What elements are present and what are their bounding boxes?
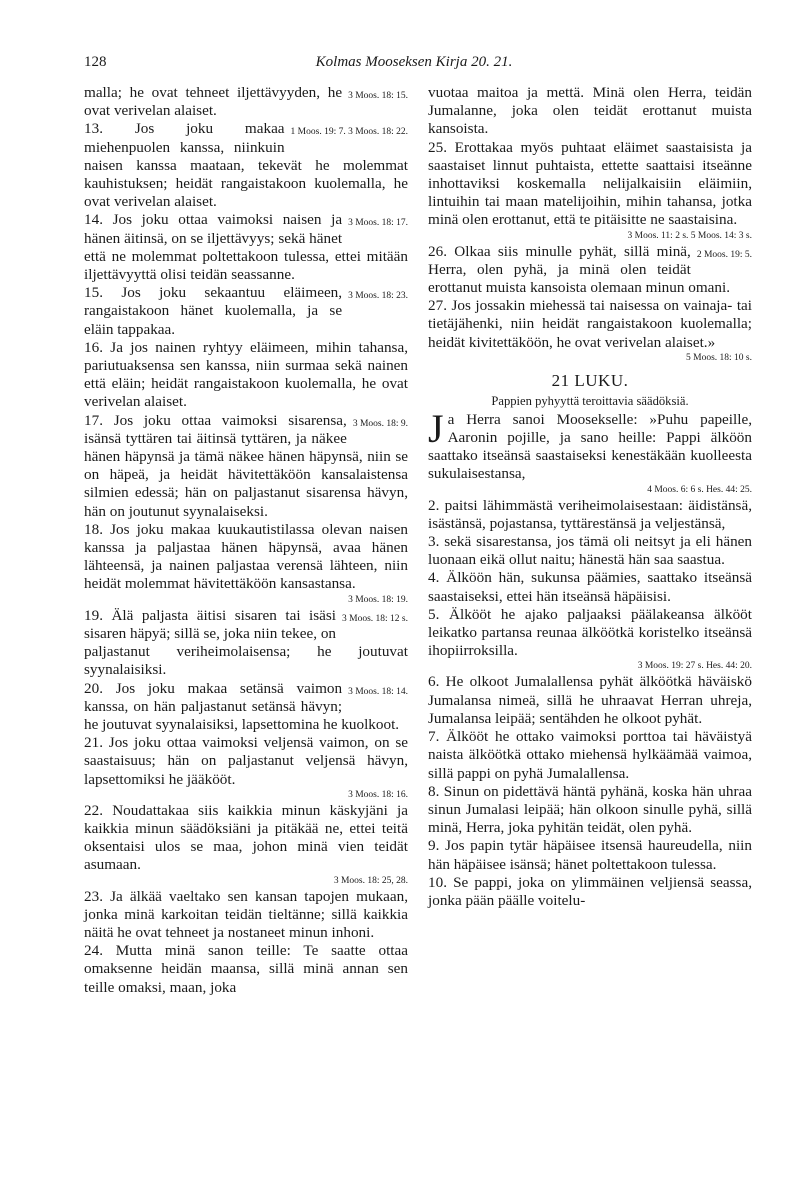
page-number: 128: [84, 54, 107, 70]
verse-paragraph: 3 Moos. 18: 15. malla; he ovat tehneet iljettävyyden, he ovat verivelan alaiset.: [84, 84, 408, 120]
chapter-opening: Ja Herra sanoi Moosekselle: »Puhu papeille, Aaronin pojille, ja sano heille: Pappi älköön saattako itseänsä saastaiseksi kenestäkään kuolleesta sukulaisestansa,: [428, 405, 752, 483]
verse-paragraph: 3. sekä sisarestansa, jos tämä oli neitsyt ja eli hänen luonaan eikä ollut naitu; hänestä hän saa saastua.: [428, 533, 752, 569]
chapter-title: 21 LUKU.: [551, 370, 629, 390]
verse-paragraph: 24. Mutta minä sanon teille: Te saatte ottaa omaksenne heidän maansa, sillä minä annan sen teille omaksi, maan, joka: [84, 942, 408, 996]
running-title: Kolmas Mooseksen Kirja 20. 21.: [315, 54, 513, 70]
verse-paragraph: 3 Moos. 18: 23. 15. Jos joku sekaantuu eläimeen, rangaistakoon hänet kuolemalla, ja se eläin tappakaa.: [84, 284, 408, 338]
verse-paragraph: 27. Jos jossakin miehessä tai naisessa on vainaja- tai tietäjähenki, niin heidät rangaistakoon kuolemalla; heidät kivitettäköön, he ovat verivelan alaiset.»: [428, 297, 752, 351]
right-column: [428, 84, 752, 910]
verse-paragraph: 10. Se pappi, joka on ylimmäinen veljiensä seassa, jonka pään päälle voitelu-: [428, 873, 752, 909]
cross-reference: 3 Moos. 18: 16.: [348, 789, 408, 800]
verse-paragraph: 7. Älkööt he ottako vaimoksi porttoa tai häväistyä naista älköötkä ottako miehensä hylkäämää vaimoa, sillä pappi on pyhä Jumalallensa.: [428, 728, 752, 782]
verse-paragraph: 1 Moos. 19: 7. 3 Moos. 18: 22. 13. Jos joku makaa miehenpuolen kanssa, niinkuin naisen kanssa maataan, tekevät he molemmat kauhistuksen; heidät rangaistakoon kuolemalla, he ovat verivelan alaiset.: [84, 120, 408, 211]
verse-paragraph: 4. Älköön hän, sukunsa päämies, saattako itseänsä saastaiseksi, ettei hän itseänsä häpäisisi.: [428, 569, 752, 605]
verse-paragraph: 5. Älkööt he ajako paljaaksi päälakeansa älkööt leikatko partansa reunaa älköötkä koristelko itseänsä ihopiirroksilla.: [428, 605, 752, 660]
cross-reference: 3 Moos. 19: 27 s. Hes. 44: 20.: [637, 661, 752, 672]
verse-paragraph: 22. Noudattakaa siis kaikkia minun käskyjäni ja kaikkia minun säädöksiäni ja pitäkää ne, ettei teitä oksentaisi ulos se maa, johon minä vien teidät asumaan.: [84, 801, 408, 874]
verse-paragraph: 6. He olkoot Jumalallensa pyhät älköötkä häväiskö Jumalansa nimeä, sillä he uhraavat Herran uhreja, Jumalansa leipää; sentähden he olkoot pyhät.: [428, 673, 752, 727]
cross-reference: 5 Moos. 18: 10 s.: [686, 352, 752, 363]
verse-paragraph: 2 Moos. 19: 5. 26. Olkaa siis minulle pyhät, sillä minä, Herra, olen pyhä, ja minä olen teidät erottanut muista kansoista olemaan minun omani.: [428, 242, 752, 297]
verse-paragraph: 2. paitsi lähimmästä veriheimolaisestaan: äidistänsä, isästänsä, pojastansa, tyttärestänsä ja veljestänsä,: [428, 496, 752, 532]
verse-paragraph: 9. Jos papin tytär häpäisee itsensä haureudella, niin hän häpäisee isänsä; hänet poltettakoon tulessa.: [428, 837, 752, 873]
cross-reference: 3 Moos. 11: 2 s. 5 Moos. 14: 3 s.: [627, 230, 752, 241]
verse-paragraph: vuotaa maitoa ja mettä. Minä olen Herra, teidän Jumalanne, joka olen teidät erottanut muista kansoista.: [428, 84, 752, 138]
verse-paragraph: 3 Moos. 18: 12 s. 19. Älä paljasta äitisi sisaren tai isäsi sisaren häpyä; sillä se, joka niin tekee, on paljastanut veriheimolaisensa; he joutuvat syynalaisiksi.: [84, 606, 408, 679]
cross-reference: 4 Moos. 6: 6 s. Hes. 44: 25.: [647, 484, 752, 495]
cross-reference: 3 Moos. 18: 25, 28.: [333, 875, 408, 886]
page-header: [84, 54, 744, 76]
verse-paragraph: 3 Moos. 18: 17. 14. Jos joku ottaa vaimoksi naisen ja hänen äitinsä, on se iljettävyys; sekä hänet että ne molemmat poltettakoon tulessa, ettei mitään iljettävyyttä olisi teidän seassanne.: [84, 211, 408, 284]
left-column: [84, 84, 408, 997]
chapter-subtitle: Pappien pyhyyttä teroittavia säädöksiä.: [491, 393, 689, 408]
cross-reference: 3 Moos. 18: 19.: [348, 594, 408, 605]
verse-paragraph: 18. Jos joku makaa kuukautistilassa olevan naisen kanssa ja paljastaa hänen häpynsä, avaa hänen lähteensä, ja nainen paljastaa verensä lähteen, niin heidät molemmat hävitettäköön kansastansa.: [84, 520, 408, 593]
verse-paragraph: 25. Erottakaa myös puhtaat eläimet saastaisista ja saastaiset linnut puhtaista, ettette saattaisi itseänne inhottaviksi koskemalla nelijalkaisiin eläimiin, lintuihin tai maan matelijoihin, mihin tahansa, jotka minä olen erottanut, että te pitäisitte ne saastaisina.: [428, 138, 752, 229]
verse-paragraph: 16. Ja jos nainen ryhtyy eläimeen, mihin tahansa, pariutuaksensa sen kanssa, niin surmaa sekä nainen että eläin; heidät rangaistakoon kuolemalla, he ovat verivelan alaiset.: [84, 338, 408, 411]
verse-paragraph: 21. Jos joku ottaa vaimoksi veljensä vaimon, on se saastaisuus; hän on paljastanut veljensä hävyn, lapsettomiksi he jääkööt.: [84, 734, 408, 788]
verse-paragraph: 3 Moos. 18: 9. 17. Jos joku ottaa vaimoksi sisarensa, isänsä tyttären tai äitinsä tyttären, ja näkee hänen häpynsä ja tämä näkee hänen häpynsä, niin se on häpeä, ja heidät hävitettäköön kansalaistensa silmien edessä; hän on paljastanut sisarensa hävyn, hän on joutunut syynalaiseksi.: [84, 411, 408, 520]
verse-paragraph: 3 Moos. 18: 14. 20. Jos joku makaa setänsä vaimon kanssa, on hän paljastanut setänsä hävyn; he joutuvat syynalaisiksi, lapsettomina he kuolkoot.: [84, 679, 408, 733]
drop-cap: J: [428, 405, 444, 451]
verse-paragraph: 8. Sinun on pidettävä häntä pyhänä, koska hän uhraa sinun Jumalasi leipää; hän olkoon sinulle pyhä, sillä minä, Herra, joka pyhitän teidät, olen pyhä.: [428, 782, 752, 837]
verse-paragraph: 23. Ja älkää vaeltako sen kansan tapojen mukaan, jonka minä karkoitan teidän tieltänne; sillä kaikkia näitä he ovat tehneet ja nostaneet minun inhoni.: [84, 887, 408, 941]
